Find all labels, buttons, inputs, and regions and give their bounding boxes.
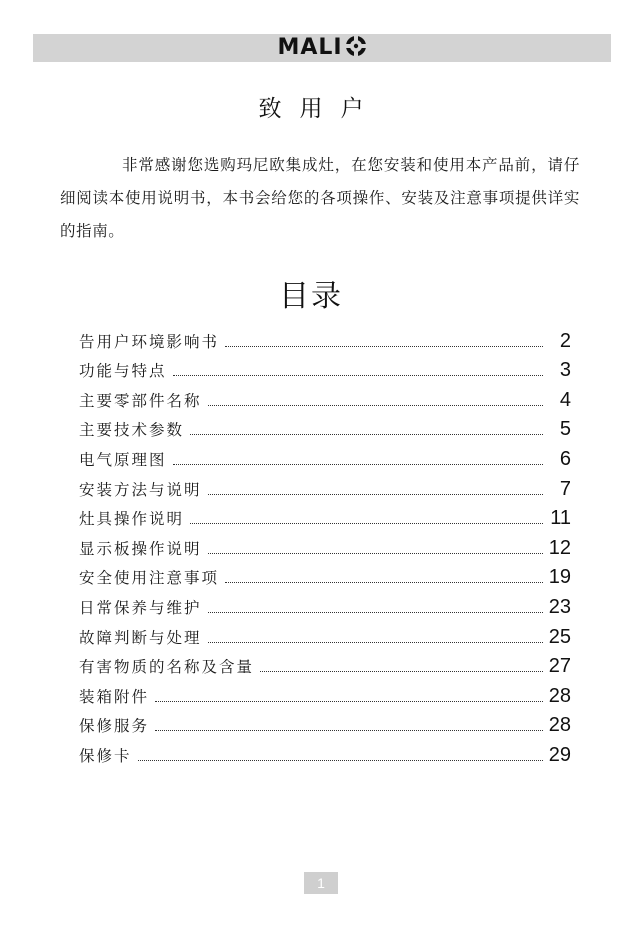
brand-o-mark-icon (345, 35, 367, 61)
toc-item[interactable] (79, 678, 571, 708)
table-of-contents (79, 323, 571, 767)
toc-item-label: 告用户环境影响书 (79, 332, 220, 351)
toc-item-page: 3 (559, 359, 571, 382)
toc-leader-dots (208, 404, 543, 406)
toc-item-label: 电气原理图 (79, 450, 167, 469)
toc-item-label: 保修服务 (79, 717, 150, 736)
toc-item-page: 12 (548, 536, 571, 559)
toc-item-label: 装箱附件 (79, 687, 150, 706)
toc-item-label: 显示板操作说明 (79, 539, 202, 558)
toc-item-label: 保修卡 (79, 746, 132, 765)
intro-paragraph: 非常感谢您选购玛尼欧集成灶，在您安装和使用本产品前，请仔细阅读本使用说明书，本书会给您的各项操作、安装及注意事项提供详实的指南。 (60, 156, 580, 240)
toc-leader-dots (155, 700, 543, 702)
toc-item-label: 日常保养与维护 (79, 598, 202, 617)
toc-item-page: 29 (548, 743, 571, 766)
toc-leader-dots (190, 433, 543, 435)
brand-name: MALI (277, 35, 343, 60)
toc-leader-dots (173, 374, 543, 376)
toc-item-page: 5 (559, 418, 571, 441)
toc-item-page: 23 (548, 595, 571, 618)
toc-item-page: 28 (548, 714, 571, 737)
toc-item-label: 功能与特点 (79, 362, 167, 381)
toc-item-page: 4 (559, 388, 571, 411)
toc-leader-dots (225, 345, 543, 347)
toc-item-page: 25 (548, 625, 571, 648)
toc-item[interactable] (79, 323, 571, 353)
toc-item-page: 28 (548, 684, 571, 707)
toc-item-page: 2 (559, 329, 571, 352)
toc-item-label: 安全使用注意事项 (79, 569, 220, 588)
toc-leader-dots (173, 463, 543, 465)
toc-leader-dots (225, 581, 543, 583)
toc-item-label: 主要技术参数 (79, 421, 185, 440)
toc-item[interactable] (79, 589, 571, 619)
toc-leader-dots (208, 493, 543, 495)
toc-item[interactable] (79, 530, 571, 560)
toc-item-label: 灶具操作说明 (79, 510, 185, 529)
toc-item-label: 主要零部件名称 (79, 391, 202, 410)
toc-item-page: 7 (559, 477, 571, 500)
toc-item[interactable] (79, 619, 571, 649)
toc-item[interactable] (79, 441, 571, 471)
toc-item-page: 6 (559, 447, 571, 470)
toc-item[interactable] (79, 412, 571, 442)
brand-logo (33, 35, 611, 61)
to-user-title: 致用户 (258, 96, 382, 122)
page-number: 1 (304, 872, 338, 894)
toc-item-label: 故障判断与处理 (79, 628, 202, 647)
toc-leader-dots (208, 552, 543, 554)
toc-item[interactable] (79, 353, 571, 383)
toc-item-page: 27 (548, 655, 571, 678)
toc-item-page: 19 (548, 566, 571, 589)
toc-item[interactable] (79, 382, 571, 412)
toc-leader-dots (260, 670, 543, 672)
toc-item[interactable] (79, 737, 571, 767)
toc-item[interactable] (79, 649, 571, 679)
toc-item[interactable] (79, 560, 571, 590)
toc-leader-dots (208, 641, 543, 643)
toc-item[interactable] (79, 501, 571, 531)
toc-item-label: 安装方法与说明 (79, 480, 202, 499)
toc-item-page: 11 (550, 507, 571, 530)
toc-item-label: 有害物质的名称及含量 (79, 658, 255, 677)
toc-leader-dots (155, 729, 543, 731)
toc-leader-dots (208, 611, 543, 613)
toc-leader-dots (190, 522, 543, 524)
toc-title: 目录 (279, 279, 343, 314)
toc-item[interactable] (79, 708, 571, 738)
toc-leader-dots (138, 759, 543, 761)
header-band (33, 34, 611, 62)
toc-item[interactable] (79, 471, 571, 501)
